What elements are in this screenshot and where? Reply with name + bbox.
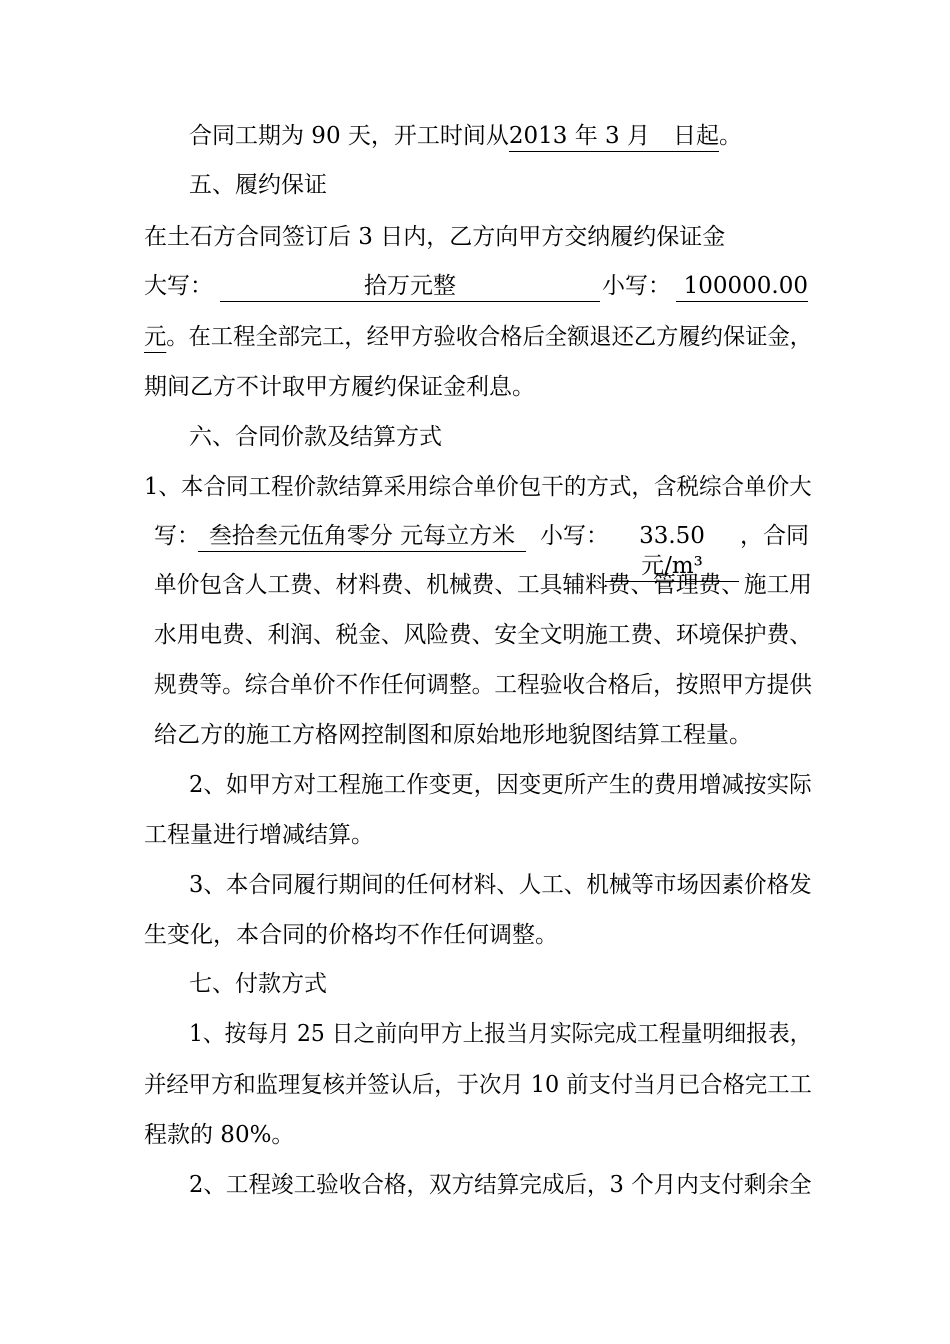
s6-item1-line2-rest: ，合同 [740, 523, 809, 549]
section6-title: 六、合同价款及结算方式 [189, 424, 442, 450]
section7-title: 七、付款方式 [189, 971, 327, 997]
deposit-line3 [144, 322, 812, 353]
s6-item2-line1: 2、如甲方对工程施工作变更，因变更所产生的费用增减按实际 [189, 772, 812, 798]
deposit-unit: 元 [144, 322, 166, 353]
start-date-field: 2013 年 3 月 日起 [509, 121, 719, 152]
s6-item1-upper-value: 叁拾叁元伍角零分 元每立方米 [198, 521, 526, 552]
s7-item1-line2: 并经甲方和监理复核并签认后，于次月 10 前支付当月已合格完工工 [144, 1072, 812, 1098]
s6-item2-line2: 工程量进行增减结算。 [144, 822, 374, 848]
deposit-upper-value: 拾万元整 [220, 271, 600, 302]
s7-item2-line1: 2、工程竣工验收合格，双方结算完成后，3 个月内支付剩余全 [189, 1172, 812, 1198]
deposit-line1-text: 在土石方合同签订后 3 日内，乙方向甲方交纳履约保证金 [144, 224, 726, 250]
duration-suffix: 。 [719, 123, 742, 149]
s6-item1-line6: 给乙方的施工方格网控制图和原始地形地貌图结算工程量。 [154, 722, 752, 748]
s6-item1-line5: 规费等。综合单价不作任何调整。工程验收合格后，按照甲方提供 [154, 672, 812, 698]
s6-item1-line4: 水用电费、利润、税金、风险费、安全文明施工费、环境保护费、 [154, 622, 812, 648]
deposit-line1 [144, 222, 808, 252]
section5-title: 五、履约保证 [189, 172, 327, 198]
s7-item1-line1: 1、按每月 25 日之前向甲方上报当月实际完成工程量明细报表， [189, 1021, 812, 1047]
s6-item1-line3: 单价包含人工费、材料费、机械费、工具辅料费、管理费、施工用 [154, 572, 812, 598]
s6-item3-line2: 生变化，本合同的价格均不作任何调整。 [144, 922, 558, 948]
s7-item1-line3: 程款的 80%。 [144, 1122, 295, 1148]
s6-item1-line1: 1、本合同工程价款结算采用综合单价包干的方式，含税综合单价大 [144, 474, 812, 500]
deposit-lower-label: 小写： [602, 273, 671, 299]
duration-prefix: 合同工期为 90 天，开工时间从 [189, 123, 509, 149]
s6-item1-lower-value: 33.50 元/m³ [605, 521, 739, 582]
deposit-line3-text: 。在工程全部完工，经甲方验收合格后全额退还乙方履约保证金， [166, 324, 812, 350]
s6-item3-line1: 3、本合同履行期间的任何材料、人工、机械等市场因素价格发 [189, 872, 812, 898]
duration-line [189, 121, 742, 152]
s6-item1-lower-label: 小写： [540, 523, 609, 549]
s6-item1-upper-label: 写： [154, 523, 200, 549]
deposit-lower-value: 100000.00 [676, 271, 808, 302]
deposit-upper-label: 大写： [144, 273, 213, 299]
deposit-line4: 期间乙方不计取甲方履约保证金利息。 [144, 374, 535, 400]
